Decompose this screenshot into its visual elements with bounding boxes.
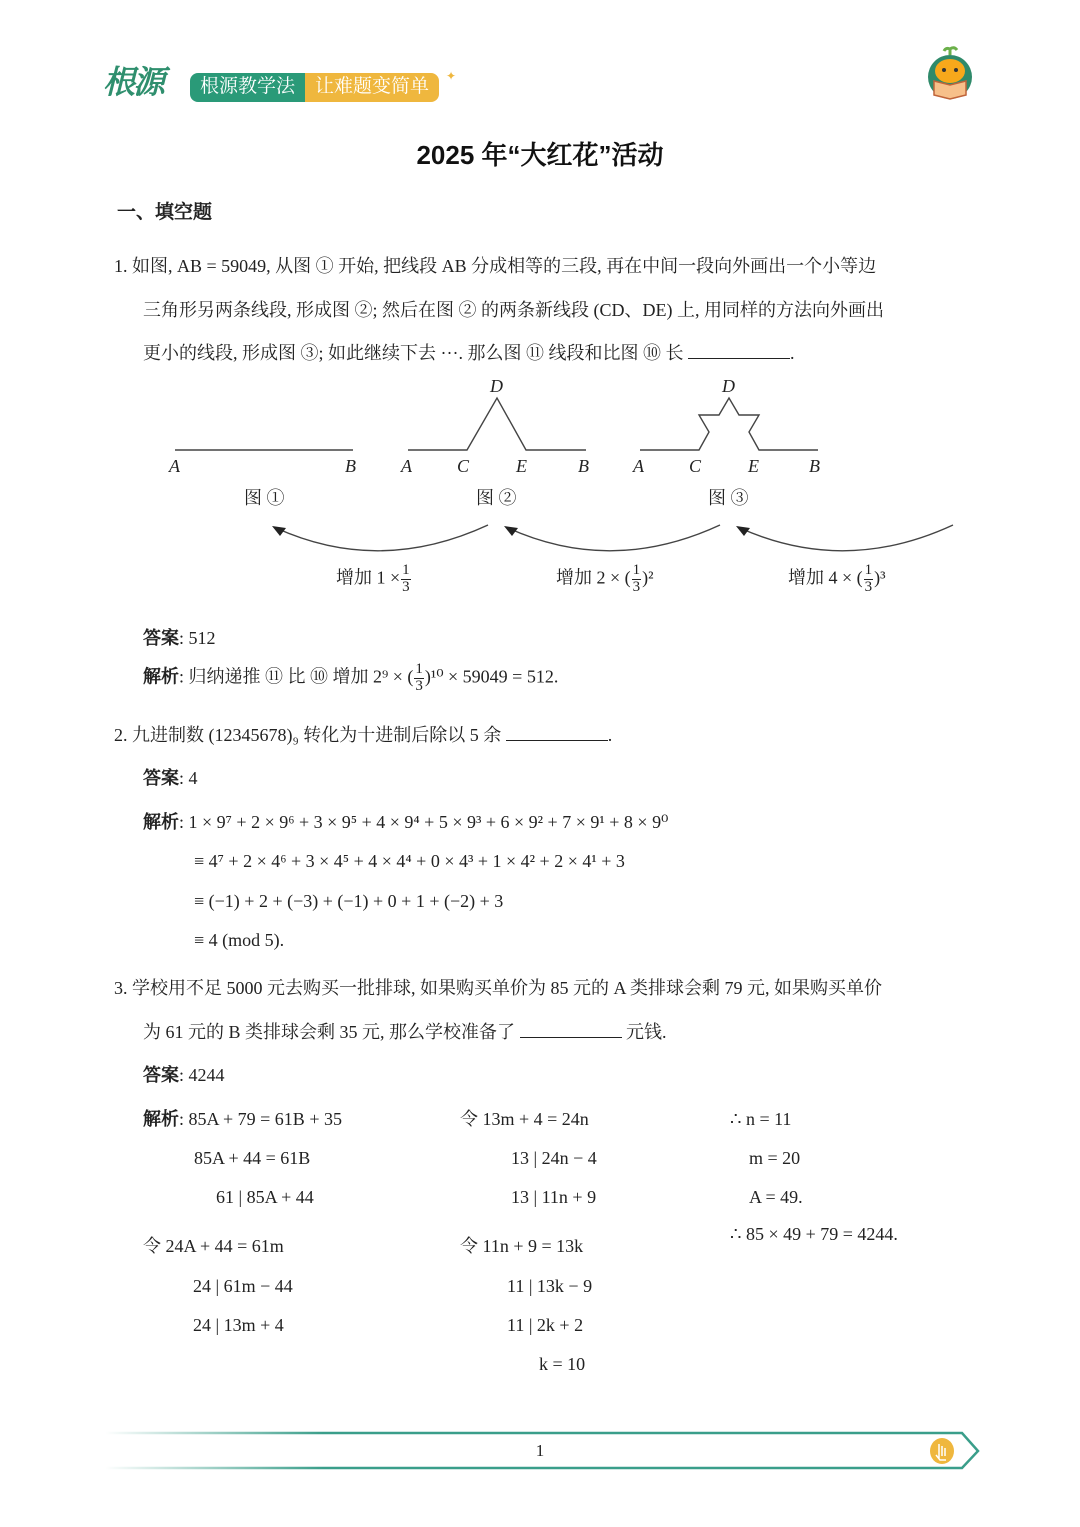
analysis-text: : 归纳递推 ⑪ 比 ⑩ 增加 2⁹ × ( [179,666,414,687]
q2-end: . [607,725,613,745]
analysis-text: )¹⁰ × 59049 = 512. [424,666,559,687]
page-number: 1 [535,1441,545,1460]
answer-blank [506,726,608,741]
q1-line3 [143,344,794,362]
numerator: 1 [415,661,423,677]
analysis-step: ≡ 4⁷ + 2 × 4⁶ + 3 × 4⁵ + 4 × 4⁴ + 0 × 4³ + 1 × 4² + 2 × 4¹ + 3 [194,851,625,871]
badge-left: 根源教学法 [190,73,305,102]
inc-prefix: 增加 1 × [336,567,401,588]
analysis-step: 令 11n + 9 = 13k [460,1236,584,1256]
analysis-step: : 85A + 79 = 61B + 35 [179,1109,342,1129]
label-a: A [169,456,180,476]
analysis-step: ≡ (−1) + 2 + (−3) + (−1) + 0 + 1 + (−2) + 3 [194,891,504,911]
caption-fig3: 图 ③ [708,488,749,508]
answer-blank [688,344,790,359]
q3-answer [143,1066,225,1084]
fig2-segment [408,398,586,450]
analysis-step: m = 20 [749,1148,801,1168]
arrow-1 [276,525,488,551]
answer-value: : 512 [179,628,216,648]
q1-answer [143,629,216,647]
label-d: D [490,376,503,396]
analysis-step: 令 24A + 44 = 61m [143,1236,284,1256]
koch-figure [0,370,1080,615]
increment-2 [556,563,654,596]
q3-analysis [143,1110,342,1128]
inc-suffix: )³ [874,567,886,588]
analysis-step: 24 | 61m − 44 [193,1276,293,1296]
label-b: B [809,456,820,476]
analysis-step: 85A + 44 = 61B [194,1148,311,1168]
badge-right: 让难题变简单 [305,73,439,102]
numerator: 1 [864,562,873,578]
denominator: 3 [415,677,423,694]
analysis-step: 13 | 24n − 4 [511,1148,597,1168]
analysis-step: A = 49. [749,1187,803,1207]
label-c: C [689,456,702,476]
denominator: 3 [632,578,641,595]
analysis-step: 24 | 13m + 4 [193,1315,284,1335]
section-heading: 一、填空题 [117,202,213,223]
answer-value: : 4 [179,768,198,788]
fig3-segment [640,398,818,450]
denominator: 3 [864,578,873,595]
label-e: E [516,456,527,476]
answer-value: : 4244 [179,1065,225,1085]
numerator: 1 [632,562,641,578]
analysis-step: ∴ n = 11 [730,1109,792,1129]
q3-text: 为 61 元的 B 类排球会剩 35 元, 那么学校准备了 [143,1022,516,1042]
q2-text: 2. 九进制数 (12345678)₉ 转化为十进制后除以 5 余 [114,725,502,745]
label-d: D [722,376,735,396]
numerator: 1 [402,562,410,578]
fraction [864,563,874,596]
analysis-step: 11 | 2k + 2 [507,1315,584,1335]
answer-blank [520,1023,622,1038]
arrow-3 [740,525,953,551]
inc-prefix: 增加 4 × ( [788,567,863,588]
analysis-step: 61 | 85A + 44 [216,1187,314,1207]
analysis-step: 11 | 13k − 9 [507,1276,593,1296]
q1-line1: 1. 如图, AB = 59049, 从图 ① 开始, 把线段 AB 分成相等的三段, 再在中间一段向外画出一个小等边 [114,256,877,276]
q2-answer [143,769,198,787]
label-c: C [457,456,470,476]
analysis-label: 解析 [143,1109,179,1129]
fraction [632,563,642,596]
q1-line2: 三角形另两条线段, 形成图 ②; 然后在图 ② 的两条新线段 (CD、DE) 上, 用同样的方法向外画出 [143,300,884,320]
q3-line1: 3. 学校用不足 5000 元去购买一批排球, 如果购买单价为 85 元的 A 类排球会剩 79 元, 如果购买单价 [114,978,883,998]
q1-analysis [143,662,558,695]
fraction [414,662,424,695]
analysis-step: 令 13m + 4 = 24n [460,1109,589,1129]
analysis-step: ≡ 4 (mod 5). [194,930,285,950]
analysis-label: 解析 [143,812,179,832]
label-a: A [401,456,412,476]
q1-end: . [789,343,795,363]
label-a: A [633,456,644,476]
label-e: E [748,456,759,476]
increment-1 [336,563,412,596]
caption-fig1: 图 ① [244,488,285,508]
answer-label: 答案 [143,768,179,788]
fraction [401,563,411,596]
q1-line3-text: 更小的线段, 形成图 ③; 如此继续下去 ···. 那么图 ⑪ 线段和比图 ⑩ 长 [143,343,684,363]
inc-prefix: 增加 2 × ( [556,567,631,588]
q3-line2 [143,1023,667,1041]
denominator: 3 [402,578,410,595]
answer-label: 答案 [143,1065,179,1085]
label-b: B [345,456,356,476]
arrow-2 [508,525,720,551]
q2-analysis [143,813,668,831]
analysis-step: : 1 × 9⁷ + 2 × 9⁶ + 3 × 9⁵ + 4 × 9⁴ + 5 × 9³ + 6 × 9² + 7 × 9¹ + 8 × 9⁰ [179,812,669,832]
slogan-badge [190,73,439,102]
caption-fig2: 图 ② [476,488,517,508]
analysis-step: ∴ 85 × 49 + 79 = 4244. [730,1224,898,1244]
logo: 根源 [103,64,164,100]
q3-end: 元钱. [626,1022,667,1042]
mascot-icon [922,45,978,103]
page-title: 2025 年“大红花”活动 [416,140,664,170]
label-b: B [578,456,589,476]
analysis-step: k = 10 [539,1354,586,1374]
increment-3 [788,563,886,596]
answer-label: 答案 [143,628,179,648]
inc-suffix: )² [642,567,654,588]
sparkle-icon: ✦ [446,69,457,83]
q2-line1 [114,726,612,744]
analysis-step: 13 | 11n + 9 [511,1187,597,1207]
analysis-label: 解析 [143,666,179,687]
